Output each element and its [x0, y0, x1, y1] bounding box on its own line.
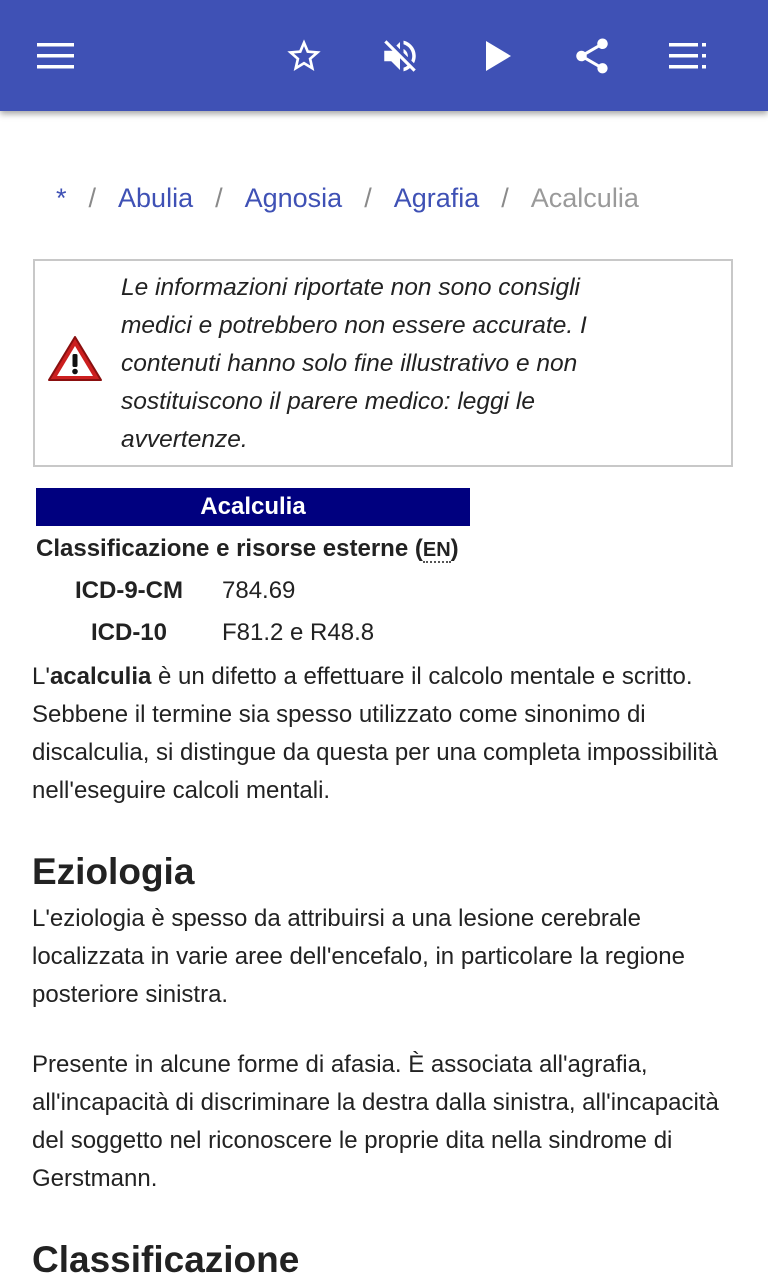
intro-prefix: L' — [32, 663, 50, 690]
section-heading-classificazione: Classificazione — [32, 1239, 300, 1280]
eziologia-paragraph-2 — [32, 1046, 742, 1198]
breadcrumb-separator: / — [501, 183, 509, 213]
hamburger-menu-icon[interactable] — [30, 30, 82, 82]
breadcrumb-item-abulia[interactable]: Abulia — [118, 183, 194, 213]
language-en-link[interactable]: EN — [422, 539, 451, 561]
star-outline-icon[interactable] — [278, 30, 330, 82]
medical-disclaimer-box — [33, 259, 733, 467]
breadcrumb-separator: / — [364, 183, 372, 213]
infobox-subtitle-text: Classificazione e risorse esterne ( — [36, 535, 423, 562]
breadcrumb-separator: / — [215, 183, 223, 213]
play-icon[interactable] — [472, 30, 524, 82]
section-heading-eziologia: Eziologia — [32, 851, 195, 892]
disclaimer-text: Le informazioni riportate non sono consigli medici e potrebbero non essere accurate. I contenuti hanno solo fine illustrativo e non sostituiscono il parere medico: leggi le avvertenze. — [121, 274, 587, 453]
breadcrumb-separator: / — [88, 183, 97, 213]
list-icon[interactable] — [662, 30, 714, 82]
infobox-subtitle — [36, 529, 470, 570]
breadcrumb-current: Acalculia — [530, 183, 639, 213]
intro-term: acalculia — [49, 663, 152, 690]
app-toolbar — [0, 0, 768, 111]
infobox-key: ICD-10 — [90, 619, 168, 646]
infobox — [36, 488, 470, 654]
infobox-title: Acalculia — [36, 488, 470, 526]
breadcrumb — [56, 180, 639, 216]
paragraph-text: Presente in alcune forme di afasia. È associata all'agrafia, all'incapacità di discriminare la destra dalla sinistra, all'incapacità del soggetto nel riconoscere le proprie dita nella sindrome di Gerstmann. — [32, 1051, 719, 1192]
infobox-key: ICD-9-CM — [75, 577, 183, 604]
paragraph-text: L'eziologia è spesso da attribuirsi a una lesione cerebrale localizzata in varie aree dell'encefalo, in particolare la regione posteriore sinistra. — [32, 905, 685, 1008]
infobox-row — [36, 570, 470, 612]
breadcrumb-item-agnosia[interactable]: Agnosia — [244, 183, 343, 213]
intro-text: è un difetto a effettuare il calcolo mentale e scritto. Sebbene il termine sia spesso utilizzato come sinonimo di discalculia, si distingue da questa per una completa impossibilità nell'eseguire calcoli mentali. — [32, 663, 718, 804]
eziologia-paragraph-1 — [32, 900, 742, 1014]
breadcrumb-item-home[interactable]: * — [56, 183, 67, 213]
warning-triangle-icon — [47, 335, 103, 388]
breadcrumb-item-agrafia[interactable]: Agrafia — [393, 183, 480, 213]
infobox-value: 784.69 — [222, 577, 296, 604]
infobox-row — [36, 612, 470, 654]
intro-paragraph — [32, 658, 742, 810]
infobox-value: F81.2 e R48.8 — [222, 619, 375, 646]
infobox-subtitle-close: ) — [450, 535, 459, 562]
volume-off-icon[interactable] — [374, 30, 426, 82]
share-icon[interactable] — [566, 30, 618, 82]
